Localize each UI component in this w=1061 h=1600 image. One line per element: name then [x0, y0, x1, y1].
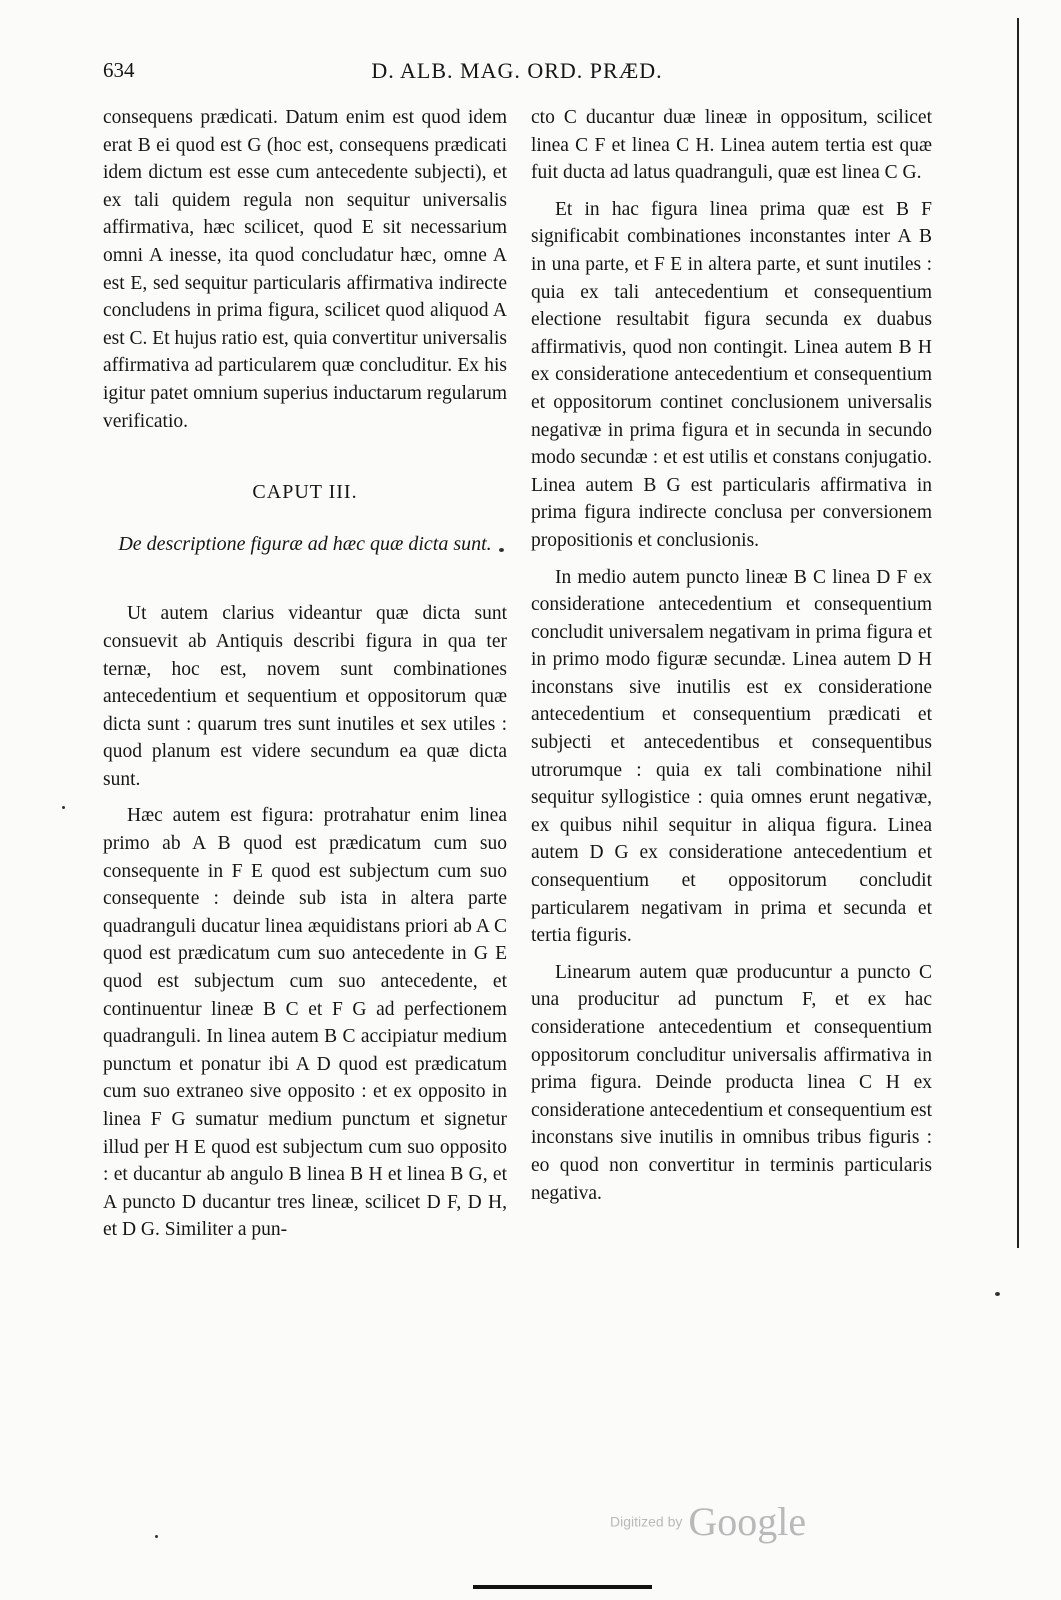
ink-speck [62, 806, 65, 809]
ink-speck [995, 1292, 1000, 1296]
right-paragraph-4: Linearum autem quæ producuntur a puncto C una producitur ad punctum F, et ex hac consideratione antecedentium et consequentium oppositorum concluditur universalis affirmativa in prima figura. Deinde producta linea C H ex consideratione antecedentium et consequentium est inconstans sive inutilis in omnibus tribus figuris : eo quod non convertitur in terminis particularis negativa. [531, 961, 932, 1204]
ink-speck [499, 548, 504, 552]
chapter-subtitle: De descriptione figuræ ad hæc quæ dicta sunt. [118, 532, 492, 555]
watermark-caption: Digitized by [610, 1513, 683, 1530]
chapter-heading: CAPUT III. [252, 481, 358, 504]
right-paragraph-3: In medio autem puncto lineæ B C linea D F ex consideratione antecedentium et consequentium concludit universalem negativam in prima figura et in primo modo figuræ secundæ. Linea autem D H inconstans sive inutilis est ex consideratione antecedentium et consequentium prædicati et subjecti et antecedentibus et consequentibus utrorumque : quia ex tali combinatione nihil sequitur syllogistice : quia omnes erunt negativæ, ex quibus nihil sequitur in aliqua figura. Linea autem D G ex consideratione antecedentium et consequentium et oppositorum concludit particularem negativam in prima et secunda et tertia figuris. [531, 566, 932, 947]
left-paragraph-2: Ut autem clarius videantur quæ dicta sunt consuevit ab Antiquis describi figura in qua ter ternæ, hoc est, novem sunt combinationes antecedentium et sequentium et oppositorum quæ dicta sunt : quarum tres sunt inutiles et sex utiles : quod planum est videre secundum ea quæ dicta sunt. [103, 603, 507, 790]
right-paragraph-1: cto C ducantur duæ lineæ in oppositum, scilicet linea C F et linea C H. Linea autem tertia est quæ fuit ducta ad latus quadranguli, quæ est linea C G. [531, 107, 932, 184]
left-paragraph-1: consequens prædicati. Datum enim est quod idem erat B ei quod est G (hoc est, consequens prædicati idem dictum est esse cum antecedente subjecti), et ex tali quidem regula non sequitur universalis affirmativa, hæc scilicet, quod E sit necessarium omni A inesse, ita quod concludatur hæc, omne A est E, sed sequitur particularis affirmativa indirecte concludens in prima figura, scilicet quod aliquod A est C. Et hujus ratio est, quia convertitur universalis affirmativa ad particularem quæ concluditur. Ex his igitur patet omnium superius inductarum regularum verificatio. [103, 107, 508, 432]
running-title: D. ALB. MAG. ORD. PRÆD. [371, 58, 663, 83]
page-edge-rule [1017, 18, 1019, 1248]
digitized-watermark [610, 1498, 806, 1545]
left-column [103, 104, 507, 1253]
ink-speck [155, 1535, 158, 1538]
right-column [531, 104, 932, 1216]
google-logo: Google [688, 1499, 807, 1544]
page-number: 634 [103, 58, 135, 82]
left-paragraph-3: Hæc autem est figura: protrahatur enim linea primo ab A B quod est prædicatum cum suo consequente in F E quod est subjectum cum suo consequente : deinde sub ista in altera parte quadranguli ducatur linea æquidistans priori ab A C quod est prædicatum cum suo antecedente in G E quod est subjectum cum suo antecedente, et continuentur lineæ B C et F G ad perfectionem quadranguli. In linea autem B C accipiatur medium punctum et ponatur ibi A D quod est prædicatum cum suo extraneo sive opposito : et ex opposito in linea F G sumatur medium punctum et signetur illud per H E quod est subjectum cum suo opposito : et ducantur ab angulo B linea B H et linea B G, et A puncto D ducantur tres lineæ, scilicet D F, D H, et D G. Similiter a pun- [103, 805, 507, 1241]
bottom-rule [473, 1585, 652, 1589]
page-header [103, 58, 931, 92]
right-paragraph-2: Et in hac figura linea prima quæ est B F significabit combinationes inconstantes inter A B in una parte, et F E in altera parte, et sunt inutiles : quia ex tali antecedentium et consequentium electione resultabit figura secunda ex duabus affirmativis, quod non contingit. Linea autem B H ex consideratione antecedentium et consequentium et oppositorum continet conclusionem universalis negativæ in prima figura et in secunda in secundo modo secundæ : et est utilis et constans conjugatio. Linea autem B G est particularis affirmativa in prima figura indirecte conclusa per conversionem propositionis et conclusionis. [531, 198, 932, 551]
